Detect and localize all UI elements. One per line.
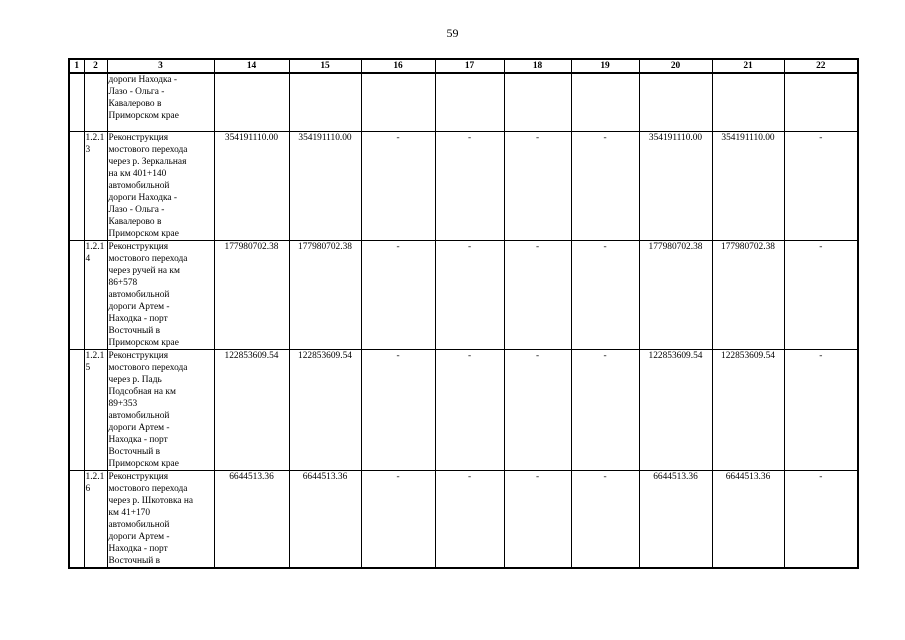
cell-col19: - bbox=[571, 350, 639, 471]
cell-name: Реконструкция мостового перехода через р. Падь Подсобная на км 89+353 автомобильной дороги Артем - Находка - порт Восточный в Приморском крае bbox=[107, 350, 214, 471]
cell-col18: - bbox=[504, 132, 571, 241]
column-header-15: 15 bbox=[289, 59, 361, 73]
cell-col16 bbox=[361, 73, 435, 132]
cell-col19 bbox=[571, 73, 639, 132]
cell-col14: 6644513.36 bbox=[214, 471, 289, 569]
cell-col20: 177980702.38 bbox=[639, 241, 712, 350]
column-header-14: 14 bbox=[214, 59, 289, 73]
cell-col17: - bbox=[435, 471, 504, 569]
cell-col21: 177980702.38 bbox=[712, 241, 784, 350]
cell-col1 bbox=[69, 471, 84, 569]
cell-col15 bbox=[289, 73, 361, 132]
cell-col21: 6644513.36 bbox=[712, 471, 784, 569]
cell-col1 bbox=[69, 241, 84, 350]
column-header-21: 21 bbox=[712, 59, 784, 73]
cell-name: Реконструкция мостового перехода через р. Шкотовка на км 41+170 автомобильной дороги Артем - Находка - порт Восточный в bbox=[107, 471, 214, 569]
cell-col21: 354191110.00 bbox=[712, 132, 784, 241]
cell-col14: 122853609.54 bbox=[214, 350, 289, 471]
cell-col22 bbox=[784, 73, 858, 132]
cell-col18: - bbox=[504, 241, 571, 350]
cell-col15: 6644513.36 bbox=[289, 471, 361, 569]
cell-name: Реконструкция мостового перехода через ручей на км 86+578 автомобильной дороги Артем - Находка - порт Восточный в Приморском крае bbox=[107, 241, 214, 350]
cell-col20: 122853609.54 bbox=[639, 350, 712, 471]
cell-code bbox=[84, 73, 107, 132]
table-row bbox=[69, 350, 858, 471]
cell-col19: - bbox=[571, 241, 639, 350]
cell-col17: - bbox=[435, 132, 504, 241]
cell-col20 bbox=[639, 73, 712, 132]
header-row bbox=[69, 59, 858, 73]
cell-col22: - bbox=[784, 350, 858, 471]
table-row bbox=[69, 241, 858, 350]
cell-col18: - bbox=[504, 350, 571, 471]
column-header-18: 18 bbox=[504, 59, 571, 73]
cell-col17 bbox=[435, 73, 504, 132]
cell-col1 bbox=[69, 132, 84, 241]
cell-col21 bbox=[712, 73, 784, 132]
budget-table bbox=[68, 58, 859, 569]
cell-col17: - bbox=[435, 241, 504, 350]
cell-col19: - bbox=[571, 132, 639, 241]
cell-code: 1.2.1 5 bbox=[84, 350, 107, 471]
cell-col20: 354191110.00 bbox=[639, 132, 712, 241]
cell-col19: - bbox=[571, 471, 639, 569]
cell-col16: - bbox=[361, 132, 435, 241]
column-header-16: 16 bbox=[361, 59, 435, 73]
cell-code: 1.2.1 6 bbox=[84, 471, 107, 569]
cell-name: дороги Находка - Лазо - Ольга - Кавалерово в Приморском крае bbox=[107, 73, 214, 132]
cell-col21: 122853609.54 bbox=[712, 350, 784, 471]
cell-col18: - bbox=[504, 471, 571, 569]
cell-col18 bbox=[504, 73, 571, 132]
cell-col22: - bbox=[784, 471, 858, 569]
column-header-2: 2 bbox=[84, 59, 107, 73]
cell-col14: 354191110.00 bbox=[214, 132, 289, 241]
page-number: 59 bbox=[446, 26, 459, 40]
cell-col17: - bbox=[435, 350, 504, 471]
cell-col1 bbox=[69, 350, 84, 471]
cell-col15: 122853609.54 bbox=[289, 350, 361, 471]
table-row bbox=[69, 73, 858, 132]
column-header-17: 17 bbox=[435, 59, 504, 73]
table-row bbox=[69, 132, 858, 241]
cell-col22: - bbox=[784, 241, 858, 350]
cell-code: 1.2.1 4 bbox=[84, 241, 107, 350]
cell-col16: - bbox=[361, 471, 435, 569]
cell-col14: 177980702.38 bbox=[214, 241, 289, 350]
cell-col22: - bbox=[784, 132, 858, 241]
cell-col16: - bbox=[361, 350, 435, 471]
cell-col15: 177980702.38 bbox=[289, 241, 361, 350]
cell-col16: - bbox=[361, 241, 435, 350]
cell-code: 1.2.1 3 bbox=[84, 132, 107, 241]
cell-col20: 6644513.36 bbox=[639, 471, 712, 569]
table-row bbox=[69, 471, 858, 569]
column-header-20: 20 bbox=[639, 59, 712, 73]
column-header-3: 3 bbox=[107, 59, 214, 73]
column-header-22: 22 bbox=[784, 59, 858, 73]
cell-name: Реконструкция мостового перехода через р. Зеркальная на км 401+140 автомобильной дороги Находка - Лазо - Ольга - Кавалерово в Приморском крае bbox=[107, 132, 214, 241]
cell-col14 bbox=[214, 73, 289, 132]
column-header-19: 19 bbox=[571, 59, 639, 73]
cell-col1 bbox=[69, 73, 84, 132]
column-header-1: 1 bbox=[69, 59, 84, 73]
cell-col15: 354191110.00 bbox=[289, 132, 361, 241]
